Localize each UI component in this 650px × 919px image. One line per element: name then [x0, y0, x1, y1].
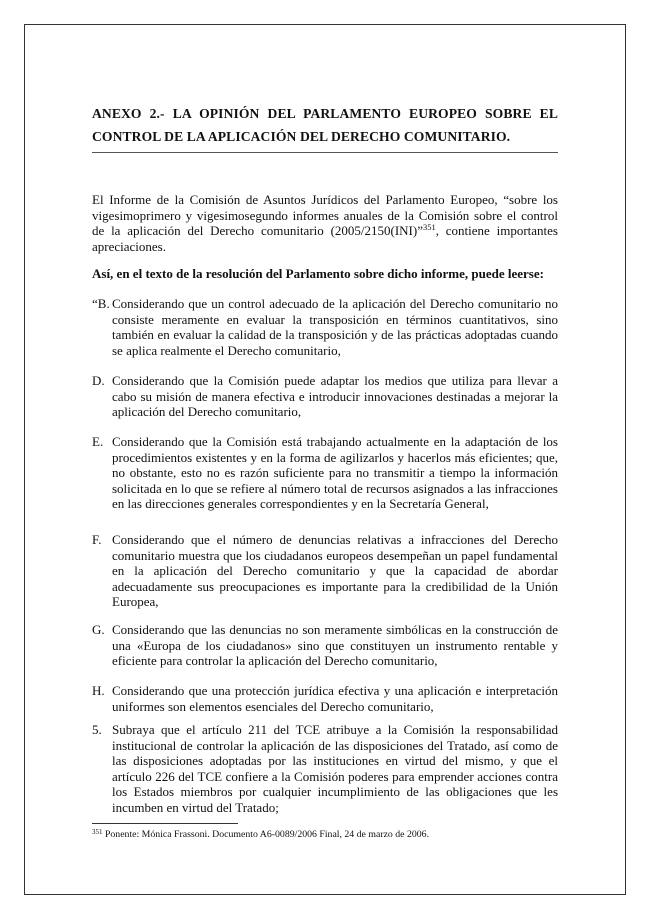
clause-text: Considerando que las denuncias no son meramente simbólicas en la construcción de una «Europa de los ciudadanos» sino que constituyen un instrumento rentable y eficiente para controlar la aplicación del Derecho comunitario, — [112, 622, 558, 669]
clause-label: G. — [92, 622, 105, 637]
footnote-text: Ponente: Mónica Frassoni. Documento A6-0089/2006 Final, 24 de marzo de 2006. — [104, 829, 430, 840]
footnote-rule — [92, 823, 238, 824]
clause-label: D. — [92, 373, 105, 388]
clause-text: Considerando que un control adecuado de la aplicación del Derecho comunitario no consiste meramente en evaluar la transposición en términos cuantitativos, sino también en evaluar la calidad de la transposición y de las prácticas adoptadas cuando se aplica realmente el Derecho comunitario, — [112, 296, 558, 358]
clause-label: E. — [92, 434, 104, 449]
clause-e — [92, 434, 558, 512]
heading-rule — [92, 152, 558, 153]
clause-d — [92, 373, 558, 420]
intro-text: El Informe de la Comisión de Asuntos Jurídicos del Parlamento Europeo, “sobre los vigesimoprimero y vigesimosegundo informes anuales de la Comisión sobre el control de la aplicación del Derecho comunitario (2005/2150(INI)” — [92, 192, 558, 239]
clause-b — [92, 296, 558, 358]
clause-text: Considerando que la Comisión está trabajando actualmente en la adaptación de los procedimientos existentes y en la forma de agilizarlos y hacerlos más eficientes; que, no obstante, esto no es razón suficiente para no transmitir a tiempo la información solicitada en lo que se refiere al número total de recursos asignados a las infracciones en las direcciones generales correspondientes y en la Secretaría General, — [112, 434, 558, 512]
clause-label: F. — [92, 532, 102, 547]
annex-heading: ANEXO 2.- LA OPINIÓN DEL PARLAMENTO EUROPEO SOBRE EL CONTROL DE LA APLICACIÓN DEL DERECHO COMUNITARIO. — [92, 106, 558, 144]
footnote-number: 351 — [92, 828, 103, 836]
clause-label: H. — [92, 683, 105, 698]
footnote-ref: 351 — [422, 222, 436, 233]
intro-paragraph — [92, 192, 558, 254]
clause-text: Considerando que el número de denuncias relativas a infracciones del Derecho comunitario muestra que los ciudadanos europeos desempeñan un papel fundamental en la aplicación del Derecho comunitario y que la capacidad de abordar adecuadamente sus preocupaciones es importante para la credibilidad de la Unión Europea, — [112, 532, 558, 610]
footnote — [92, 829, 558, 841]
lead-sentence: Así, en el texto de la resolución del Parlamento sobre dicho informe, puede leerse: — [92, 266, 544, 281]
clause-text: Subraya que el artículo 211 del TCE atribuye a la Comisión la responsabilidad institucional de controlar la aplicación de las disposiciones del Tratado, así como de las disposiciones adoptadas por las instituciones en virtud del mismo, y que el artículo 226 del TCE confiere a la Comisión poderes para emprender acciones contra los Estados miembros por cualquier incumplimiento de las obligaciones que les incumben en virtud del Tratado; — [112, 722, 558, 815]
clause-label: “B. — [92, 296, 110, 311]
clause-f — [92, 532, 558, 610]
clause-text: Considerando que la Comisión puede adaptar los medios que utiliza para llevar a cabo su misión de manera efectiva e introducir innovaciones destinadas a mejorar la aplicación del Derecho comunitario, — [112, 373, 558, 420]
clause-text: Considerando que una protección jurídica efectiva y una aplicación e interpretación uniformes son elementos esenciales del Derecho comunitario, — [112, 683, 558, 714]
intro-text-after: , contiene importantes apreciaciones. — [92, 223, 558, 254]
clause-g — [92, 622, 558, 669]
clause-5 — [92, 722, 558, 816]
clause-h — [92, 683, 558, 714]
clause-label: 5. — [92, 722, 102, 737]
